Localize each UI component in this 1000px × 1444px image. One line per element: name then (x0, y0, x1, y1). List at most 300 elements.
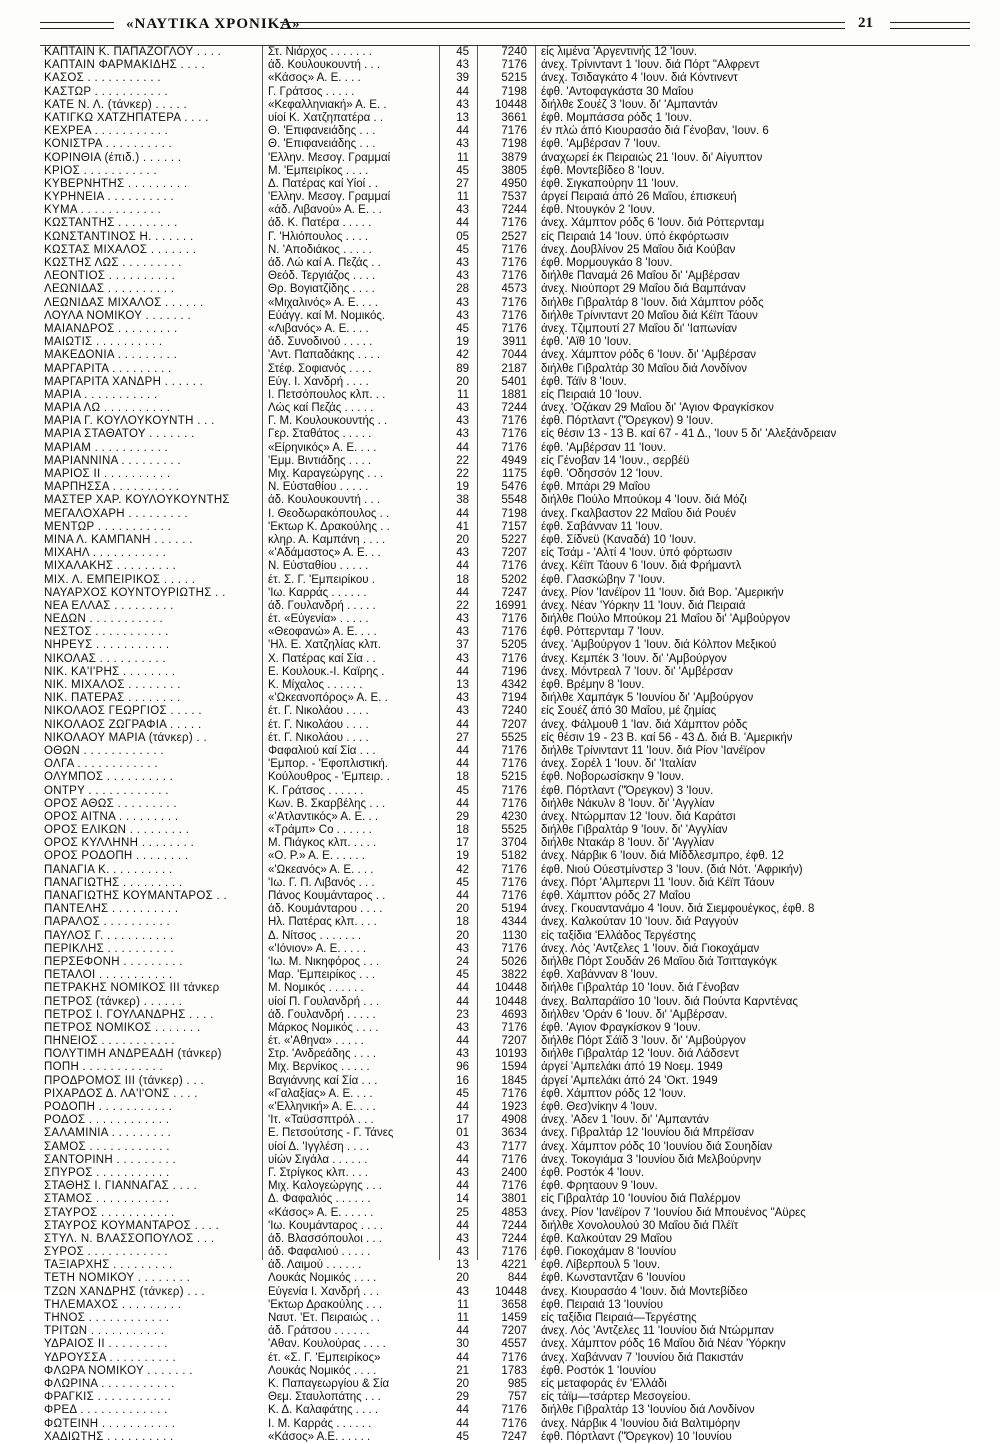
owner: άδ. Λώ καί Α. Πεζάς . . (268, 257, 381, 269)
tonnage: 5548 (501, 494, 527, 507)
owner: Κούλουθρος - 'Εμπειρ. . (268, 771, 390, 784)
ship-name: ΚΥΜΑ . . . . . . . . . . . . (44, 204, 162, 217)
tonnage: 7176 (501, 797, 527, 810)
position-report: έφθ. Χάμπτον ρόδς 27 Μαΐου (541, 890, 691, 902)
ship-name: ΥΔΡΑΙΟΣ ΙΙ . . . . . . . . . (44, 1338, 168, 1351)
ship-age: 28 (456, 283, 469, 296)
tonnage: 7198 (501, 138, 527, 151)
ship-age: 45 (456, 164, 469, 177)
ship-name: ΝΕΔΩΝ . . . . . . . . . . . (44, 613, 163, 626)
ship-age: 21 (456, 1364, 469, 1377)
ship-age: 43 (456, 1285, 469, 1298)
table-row (40, 270, 970, 283)
tonnage: 4230 (501, 810, 527, 823)
tonnage: 7207 (501, 718, 527, 731)
ship-age: 43 (456, 1246, 469, 1259)
position-report: έφθ. Ροστόκ 1 'Ιουνίου (541, 1364, 657, 1377)
ship-age: 44 (456, 507, 469, 520)
position-report: διήλθεν 'Οράν 6 'Ιουν. δι' 'Αμβέρσαν. (541, 1008, 728, 1021)
table-row (40, 1233, 970, 1246)
ship-age: 44 (456, 797, 469, 810)
ship-name: ΝΙΚΟΛΑΟΣ ΖΩΓΡΑΦΙΑ . . . . . (44, 718, 202, 731)
tonnage: 7176 (501, 428, 527, 441)
table-row (40, 1075, 970, 1088)
ship-age: 43 (456, 652, 469, 665)
table-row (40, 824, 970, 837)
owner: Θρ. Βογιατζίδης . . . . (268, 283, 375, 296)
tonnage: 3704 (501, 837, 527, 850)
position-report: έφθ. Βρέμην 8 'Ιουν. (541, 679, 645, 691)
position-report: άνεχ. Νάρβικ 4 'Ιουνίου διά Βαλτιμόρην (541, 1417, 741, 1430)
position-report: άνεχ. Κιουρασάο 4 'Ιουν. διά Μοντεβίδεο (541, 1285, 748, 1298)
owner: «Ο. Ρ.» Α. Ε. . . . . . (268, 850, 365, 863)
ship-name: ΝΙΚ. ΠΑΤΕΡΑΣ . . . . . . . . (44, 692, 181, 705)
tonnage: 4557 (501, 1338, 527, 1351)
table-row (40, 468, 970, 481)
ship-name: ΚΑΣΟΣ . . . . . . . . . . . (44, 72, 161, 85)
table-row (40, 982, 970, 995)
position-report: άνεχ. Σορέλ 1 'Ιουν. δι' 'Ιταλίαν (541, 758, 697, 771)
ship-name: ΜΑΡΙΑ ΛΩ . . . . . . . . . . (44, 402, 171, 415)
ship-name: ΚΡΙΟΣ . . . . . . . . . . . (44, 164, 157, 177)
owner: Ηλ. Πατέρας κλπ. . . . (268, 916, 377, 929)
table-row (40, 428, 970, 441)
position-report: διήλθε Γιβραλτάρ 30 Μαΐου διά Λονδίνον (541, 362, 748, 375)
ship-name: ΡΙΧΑΡΔΟΣ Δ. ΛΑ'Ι'ΟΝΣ . . . . (44, 1087, 198, 1100)
ship-name: ΟΡΟΣ ΕΛΙΚΩΝ . . . . . . . . . (44, 824, 190, 837)
ship-name: ΚΑΠΤΑΙΝ Κ. ΠΑΠΑΖΟΓΛΟΥ . . . . (44, 46, 222, 58)
position-report: έφθ. Μπάρι 29 Μαΐου (541, 481, 651, 494)
table-row (40, 165, 970, 178)
ship-age: 19 (456, 850, 469, 863)
owner: Ναυτ. 'Ετ. Πειραιώς . . (268, 1312, 381, 1324)
ship-name: ΜΑΡΙΑ . . . . . . . . . . . (44, 388, 158, 401)
ship-age: 18 (456, 824, 469, 837)
tonnage: 3661 (501, 111, 527, 124)
ship-name: ΦΡΕΔ . . . . . . . . . . . . . (44, 1404, 168, 1417)
tonnage: 7177 (501, 1140, 527, 1153)
position-report: διήλθε Τρίνινταντ 20 Μαΐου διά Κέϊπ Τάουν (541, 309, 758, 322)
ship-age: 27 (456, 731, 469, 744)
tonnage: 4342 (501, 679, 527, 691)
position-report: άνεχ. Τοκογιάμα 3 'Ιουνίου διά Μελβούρνην (541, 1153, 762, 1166)
ship-age: 44 (456, 890, 469, 902)
tonnage: 7240 (501, 705, 527, 718)
header-rule-middle (280, 22, 845, 29)
position-report: έφθ. Νοβορωσίσκην 9 'Ιουν. (541, 771, 685, 784)
owner: «'Ελληνική» Α. Ε. . . . (268, 1101, 376, 1113)
ship-name: ΚΑΠΤΑΙΝ ΦΑΡΜΑΚΙΔΗΣ . . . . (44, 59, 205, 72)
owner: Βαγιάννης καί Σία . . . (268, 1074, 378, 1087)
owner: Γερ. Σταθάτος . . . . . (268, 428, 372, 441)
ship-age: 44 (456, 1351, 469, 1364)
table-row (40, 705, 970, 718)
position-report: έφθ. Λίβερπουλ 5 'Ιουν. (541, 1259, 661, 1272)
ship-age: 39 (456, 72, 469, 85)
position-report: άνεχ. Νάρβικ 6 'Ιουν. διά Μίδδλεσμπρο, έφθ. 12 (541, 850, 784, 863)
position-report: διήλθε Σουέζ 3 'Ιουν. δι' 'Αμπαντάν (541, 98, 718, 111)
table-row (40, 125, 970, 138)
position-report: άνεχ. 'Αδεν 1 'Ιουν. δι' 'Αμπαντάν (541, 1114, 709, 1127)
owner: 'Εκτωρ Δρακούλης . . . (268, 1298, 383, 1311)
header-rule-left (40, 22, 114, 29)
tonnage: 5194 (501, 903, 527, 916)
owner: Στ. Νιάρχος . . . . . . . (268, 46, 372, 58)
ship-age: 44 (456, 441, 469, 454)
owner: Μιχ. Βερνίκος . . . . . (268, 1061, 370, 1074)
position-report: άνεχ. Γκαλβαστον 22 Μαΐου διά Ρουέν (541, 507, 737, 520)
owner: Ν. Εύσταθίου . . . . . (268, 481, 369, 494)
owner: 'Εμμ. Βιντιάδης . . . . (268, 454, 372, 467)
ship-age: 96 (456, 1061, 469, 1074)
ship-name: ΤΗΛΕΜΑΧΟΣ . . . . . . . . . (44, 1298, 182, 1311)
table-row (40, 719, 970, 732)
owner: 'Ηλ. Ε. Χατζηλίας κλπ. (268, 639, 381, 652)
table-row (40, 930, 970, 943)
owner: «Γαλαξίας» Α. Ε. . . . (268, 1087, 373, 1100)
page-number: 21 (858, 15, 873, 31)
ship-age: 43 (456, 204, 469, 217)
ship-name: ΠΑΝΑΓΙΩΤΗΣ . . . . . . . . . (44, 876, 183, 889)
owner: 'Ιω. Καρράς . . . . . . (268, 586, 367, 599)
position-report: έφθ. Θεσ)νίκην 4 'Ιουν. (541, 1101, 658, 1113)
table-row (40, 1180, 970, 1193)
ship-name: ΠΑΝΤΕΛΗΣ . . . . . . . . . . (44, 903, 179, 916)
ship-age: 45 (456, 1430, 469, 1443)
owner: Θεμ. Σταυλοπάτης . . . (268, 1391, 381, 1404)
table-row (40, 1418, 970, 1431)
ship-name: ΠΕΤΡΟΣ ΝΟΜΙΚΟΣ . . . . . . . (44, 1021, 201, 1034)
ship-age: 05 (456, 230, 469, 243)
table-row (40, 666, 970, 679)
ship-name: ΜΑΣΤΕΡ ΧΑΡ. ΚΟΥΛΟΥΚΟΥΝΤΗΣ (44, 494, 230, 507)
table-row (40, 112, 970, 125)
owner: έτ. Γ. Νικολάου . . . . (268, 718, 369, 731)
ship-name: ΜΑΡΙΑΜ . . . . . . . . . . . (44, 441, 169, 454)
owner: «Κάσος» Α.Ε. . . . . . (268, 1430, 371, 1443)
owner: 'Ιω. Γ. Π. Λιβανός . . . (268, 876, 375, 889)
ship-age: 30 (456, 1338, 469, 1351)
table-row (40, 1114, 970, 1127)
ship-name: ΟΡΟΣ ΚΥΛΛΗΝΗ . . . . . . . . (44, 837, 195, 850)
ship-age: 44 (456, 995, 469, 1008)
owner: άδ. Κουμάνταρου . . . . (268, 903, 383, 916)
table-row (40, 1022, 970, 1035)
owner: Πάνος Κουμάνταρος . . (268, 890, 386, 902)
ship-name: ΤΖΩΝ ΧΑΝΔΡΗΣ (τάνκερ) . . . (44, 1285, 205, 1298)
ship-age: 44 (456, 758, 469, 771)
owner: Μιχ. Καλογεώργης . . . (268, 1180, 382, 1193)
position-report: άνεχ. Χάμπτον ρόδς 16 Μαΐου διά Νέαν 'Υόρκην (541, 1338, 786, 1351)
ship-age: 43 (456, 257, 469, 269)
position-report: έφθ. Μοντεβίδεο 8 'Ιουν. (541, 164, 665, 177)
tonnage: 985 (507, 1377, 527, 1390)
ship-age: 29 (456, 1391, 469, 1404)
table-row (40, 508, 970, 521)
ship-name: ΜΙΧ. Λ. ΕΜΠΕΙΡΙΚΟΣ . . . . . (44, 573, 196, 586)
ship-name: ΣΑΛΑΜΙΝΙΑ . . . . . . . . . (44, 1127, 172, 1140)
tonnage: 7194 (501, 692, 527, 705)
table-row (40, 297, 970, 310)
owner: έτ. Σ. Γ. 'Εμπειρίκου . (268, 573, 375, 586)
ship-age: 27 (456, 177, 469, 190)
tonnage: 4949 (501, 454, 527, 467)
ship-name: ΤΡΙΤΩΝ . . . . . . . . . . . (44, 1325, 165, 1338)
tonnage: 10448 (495, 98, 527, 111)
ship-age: 16 (456, 1074, 469, 1087)
ship-name: ΚΩΣΤΑΣ ΜΙΧΑΛΟΣ . . . . . . . (44, 243, 197, 256)
ship-name: ΚΩΣΤΗΣ ΛΩΣ . . . . . . . . . (44, 257, 182, 269)
position-report: διήλθε Πούλο Μπούκομ 4 'Ιουν. διά Μόζι (541, 494, 747, 507)
tonnage: 4908 (501, 1114, 527, 1127)
ship-age: 89 (456, 362, 469, 375)
ship-age: 37 (456, 639, 469, 652)
owner: άδ. Κουλουκουντή . . . (268, 494, 381, 507)
ship-age: 13 (456, 679, 469, 691)
position-report: έφθ. Πόρτλαντ ("Όρεγκον) 9 'Ιουν. (541, 415, 714, 428)
tonnage: 1130 (502, 929, 527, 942)
position-report: έφθ. Ντουγκόν 2 'Ιουν. (541, 204, 656, 217)
position-report: άνεχ. Τρίνινταντ 1 'Ιουν. διά Πόρτ "Αλφρεντ (541, 59, 760, 72)
position-report: άνεχ. Χάμπτον ρόδς 10 'Ιουνίου διά Σουηδίαν (541, 1140, 773, 1153)
table-row (40, 415, 970, 428)
tonnage: 5401 (501, 375, 527, 388)
owner: Ε. Κουλουκ.-Ι. Καϊρης . (268, 665, 385, 678)
ship-age: 44 (456, 982, 469, 995)
table-row (40, 72, 970, 85)
tonnage: 7176 (501, 1087, 527, 1100)
position-report: έφθ. Σίδνεϋ (Καναδά) 10 'Ιουν. (541, 533, 697, 546)
position-report: άνεχ. Κεμπέκ 3 'Ιουν. δι' 'Αμβούργον (541, 652, 727, 665)
ship-name: ΠΑΥΛΟΣ Γ. . . . . . . . . . . (44, 929, 174, 942)
ship-name: ΝΙΚ. ΚΑ'Ι'ΡΗΣ . . . . . . . . (44, 665, 176, 678)
owner: 'Αντ. Παπαδάκης . . . . (268, 349, 381, 362)
owner: άδ. Κουλουκουντή . . . (268, 59, 381, 72)
tonnage: 10193 (495, 1048, 527, 1061)
owner: Ι. Θεοδωρακόπουλος . . (268, 507, 390, 520)
ship-age: 11 (457, 1298, 469, 1311)
position-report: διήλθε Ντακάρ 8 'Ιουν. δι' 'Αγγλίαν (541, 837, 715, 850)
table-row (40, 1154, 970, 1167)
ship-name: ΠΑΝΑΓΙΑ Κ. . . . . . . . . . (44, 863, 173, 876)
position-report: έφθ. Κωνσταντζαν 6 'Ιουνίου (541, 1272, 686, 1285)
tonnage: 4950 (501, 177, 527, 190)
page-header (40, 16, 970, 42)
table-row (40, 785, 970, 798)
ship-age: 43 (456, 942, 469, 955)
position-report: έφθ. Νιού Ούεστμίνστερ 3 'Ιουν. (διά Νότ. 'Αφρικήν) (541, 863, 803, 876)
ship-name: ΜΙΝΑ Λ. ΚΑΜΠΑΝΗ . . . . . . (44, 533, 193, 546)
table-row (40, 191, 970, 204)
tonnage: 7176 (501, 309, 527, 322)
table-row (40, 850, 970, 863)
ship-age: 11 (457, 191, 469, 204)
tonnage: 4344 (501, 916, 527, 929)
position-report: άνεχ. Ρίον 'Ιανέϊρον 11 'Ιουν. διά Βορ. 'Αμερικήν (541, 586, 784, 599)
ship-name: ΜΑΡΓΑΡΙΤΑ . . . . . . . . . (44, 362, 172, 375)
table-row (40, 877, 970, 890)
tonnage: 5215 (501, 771, 527, 784)
position-report: είς Γιβραλτάρ 10 'Ιουνίου διά Παλέρμον (541, 1193, 741, 1206)
table-row (40, 771, 970, 784)
owner: Ι. Πετσόπουλος κλπ. . . (268, 388, 386, 401)
ship-age: 19 (456, 481, 469, 494)
position-report: άνεχ. Μόντρεαλ 7 'Ιουν. δι' 'Αμβέρσαν (541, 665, 733, 678)
tonnage: 4853 (501, 1206, 527, 1219)
ship-name: ΟΡΟΣ ΑΙΤΝΑ . . . . . . . . . (44, 810, 179, 823)
ship-age: 45 (456, 969, 469, 982)
ship-age: 24 (456, 955, 469, 968)
tonnage: 7176 (501, 652, 527, 665)
ship-name: ΜΑΡΙΑ Γ. ΚΟΥΛΟΥΚΟΥΝΤΗ . . . (44, 415, 215, 428)
position-report: διήλθε Πούλο Μπούκομ 21 Μαΐου δι' 'Αμβούργον (541, 613, 791, 626)
column-divider (477, 46, 478, 1260)
table-row (40, 521, 970, 534)
position-report: διήλθε Γιβραλτάρ 10 'Ιουν. διά Γένοβαν (541, 982, 740, 995)
position-report: άνεχ. Τζιμπουτί 27 Μαΐου δι' 'Ιαπωνίαν (541, 322, 738, 335)
table-row (40, 798, 970, 811)
tonnage: 1845 (501, 1074, 527, 1087)
owner: Γ. Μ. Κουλουκουντής . . (268, 415, 388, 428)
owner: έτ. Γ. Νικολάου . . . . (268, 731, 369, 744)
ship-age: 22 (456, 468, 469, 480)
owner: Κ. Γράτσος . . . . . . (268, 784, 364, 797)
table-row (40, 1207, 970, 1220)
ship-age: 20 (456, 903, 469, 916)
position-report: διήλθε Νάκυλν 8 'Ιουν. δι' 'Αγγλίαν (541, 797, 715, 810)
table-row (40, 1299, 970, 1312)
ship-name: ΠΕΤΡΟΣ (τάνκερ) . . . . . . (44, 995, 183, 1008)
owner: «'Ωκεανοπόρος» Α. Ε. . (268, 692, 388, 705)
ship-age: 43 (456, 98, 469, 111)
table-row (40, 1259, 970, 1272)
position-report: έφθ. Γιοκοχάμαν 8 'Ιουνίου (541, 1246, 677, 1259)
ship-age: 43 (456, 705, 469, 718)
ship-name: ΜΕΓΑΛΟΧΑΡΗ . . . . . . . . . (44, 507, 188, 520)
ship-name: ΣΤΑΜΟΣ . . . . . . . . . . . (44, 1193, 170, 1206)
position-report: έφθ. Γλασκώβην 7 'Ιουν. (541, 573, 666, 586)
ship-age: 18 (456, 771, 469, 784)
owner: κληρ. Α. Καμπάνη . . . . (268, 533, 386, 546)
ship-positions-table (40, 46, 970, 1444)
table-row (40, 1101, 970, 1114)
ship-name: ΛΕΩΝΙΔΑΣ ΜΙΧΑΛΟΣ . . . . . . (44, 296, 204, 309)
ship-age: 44 (456, 85, 469, 98)
ship-name: ΡΟΔΟΣ . . . . . . . . . . . . (44, 1114, 170, 1127)
ship-age: 17 (456, 837, 469, 850)
ship-age: 44 (456, 718, 469, 731)
position-report: διήλθε Πόρτ Σάϊδ 3 'Ιουν. δι' 'Αμβούργον (541, 1035, 746, 1048)
position-report: άργεί 'Αμπελάκι άπό 19 Νοεμ. 1949 (541, 1061, 723, 1074)
ship-name: ΟΛΓΑ . . . . . . . . . . . . (44, 758, 158, 771)
tonnage: 3801 (501, 1193, 527, 1206)
tonnage: 757 (507, 1391, 527, 1404)
ship-name: ΡΟΔΟΠΗ . . . . . . . . . . . (44, 1101, 173, 1113)
ship-name: ΦΡΑΓΚΙΣ . . . . . . . . . . . (44, 1391, 171, 1404)
ship-age: 45 (456, 1087, 469, 1100)
position-report: άνεχ. Βαλπαράϊσο 10 'Ιουν. διά Πούντα Καρντένας (541, 995, 798, 1008)
owner: Εύάγγ. καί Μ. Νομικός. (268, 309, 386, 322)
tonnage: 7176 (501, 243, 527, 256)
ship-name: ΝΙΚ. ΜΙΧΑΛΟΣ . . . . . . . . (44, 679, 181, 691)
ship-age: 18 (456, 916, 469, 929)
position-report: άργεί Πειραιά άπό 26 Μαΐου, έπισκευή (541, 191, 737, 204)
owner: Μιχ. Καραγεώργης . . . (268, 468, 384, 480)
position-report: άναχωρεί έκ Πειραιώς 21 'Ιουν. δι' Αίγυπτον (541, 151, 763, 164)
table-row (40, 1088, 970, 1101)
ship-age: 43 (456, 415, 469, 428)
table-row (40, 402, 970, 415)
ship-name: ΥΔΡΟΥΣΣΑ . . . . . . . . . . (44, 1351, 176, 1364)
ship-name: ΦΛΩΡΑ ΝΟΜΙΚΟΥ . . . . . . . (44, 1364, 193, 1377)
tonnage: 1783 (501, 1364, 527, 1377)
tonnage: 4693 (501, 1008, 527, 1021)
ship-age: 44 (456, 744, 469, 757)
position-report: είς Τσάμ - 'Αλτί 4 'Ιουν. ύπό φόρτωσιν (541, 547, 733, 560)
ship-age: 43 (456, 1232, 469, 1245)
owner: έτ. «Εύγενία» . . . . . (268, 613, 369, 626)
table-row (40, 547, 970, 560)
ship-name: ΠΡΟΔΡΟΜΟΣ ΙΙΙ (τάνκερ) . . . (44, 1074, 205, 1087)
position-report: είς θέσιν 19 - 23 Β. καί 56 - 43 Δ. διά Β. 'Αμερικήν (541, 731, 793, 744)
tonnage: 7176 (501, 876, 527, 889)
owner: έτ. «Σ. Γ. 'Εμπειρίκος» (268, 1351, 381, 1364)
owner: άδ. Συνοδινού . . . . . (268, 336, 373, 349)
column-divider (439, 46, 440, 1260)
table-row (40, 1167, 970, 1180)
owner: 'Ιω. Κουμάνταρος . . . . (268, 1219, 384, 1232)
owner: Δ. Φαφαλιός . . . . . . (268, 1193, 371, 1206)
ship-age: 43 (456, 1021, 469, 1034)
ship-name: ΣΠΥΡΟΣ . . . . . . . . . . . (44, 1166, 170, 1179)
ship-name: ΚΥΒΕΡΝΗΤΗΣ . . . . . . . . . (44, 177, 188, 190)
ship-age: 44 (456, 586, 469, 599)
tonnage: 10448 (495, 982, 527, 995)
table-row (40, 587, 970, 600)
table-row (40, 600, 970, 613)
ship-age: 44 (456, 1035, 469, 1048)
tonnage: 5227 (501, 533, 527, 546)
ship-age: 43 (456, 1166, 469, 1179)
owner: Φαφαλιού καί Σία . . . (268, 744, 376, 757)
ship-name: ΚΩΝΣΤΑΝΤΙΝΟΣ Η. . . . . . . (44, 230, 194, 243)
ship-name: ΦΩΤΕΙΝΗ . . . . . . . . . . . (44, 1417, 176, 1430)
position-report: άνεχ. Γιβραλτάρ 12 'Ιουνίου διά Μπρέϊσαν (541, 1127, 754, 1140)
ship-name: ΠΕΡΣΕΦΟΝΗ . . . . . . . . . (44, 955, 183, 968)
table-row (40, 310, 970, 323)
table-row (40, 811, 970, 824)
owner: Μ. 'Εμπειρίκος . . . . (268, 164, 369, 177)
table-row (40, 613, 970, 626)
owner: Κ. Δ. Καλαφάτης . . . . (268, 1404, 379, 1417)
tonnage: 7247 (501, 586, 527, 599)
ship-name: ΜΑΙΩΤΙΣ . . . . . . . . . . (44, 336, 163, 349)
position-report: έφθ. Χαβάνναν 8 'Ιουν. (541, 969, 658, 982)
table-row (40, 1035, 970, 1048)
ship-age: 17 (456, 1114, 469, 1127)
ship-name: ΣΑΝΤΟΡΙΝΗ . . . . . . . . . (44, 1153, 176, 1166)
table-row (40, 217, 970, 230)
table-row (40, 1404, 970, 1417)
position-report: είς τάϊμ—τσάρτερ Μεσογείου. (541, 1391, 691, 1404)
ship-age: 45 (456, 243, 469, 256)
owner: Μ. Πιάγκος κλπ. . . . . (268, 837, 377, 850)
ship-name: ΜΑΡΠΗΣΣΑ . . . . . . . . . . (44, 481, 180, 494)
ship-age: 13 (456, 1259, 469, 1272)
tonnage: 7176 (501, 270, 527, 283)
position-report: άνεχ. Τσιδαγκάτο 4 'Ιουν. διά Κόντινεντ (541, 72, 738, 85)
table-row (40, 1272, 970, 1285)
